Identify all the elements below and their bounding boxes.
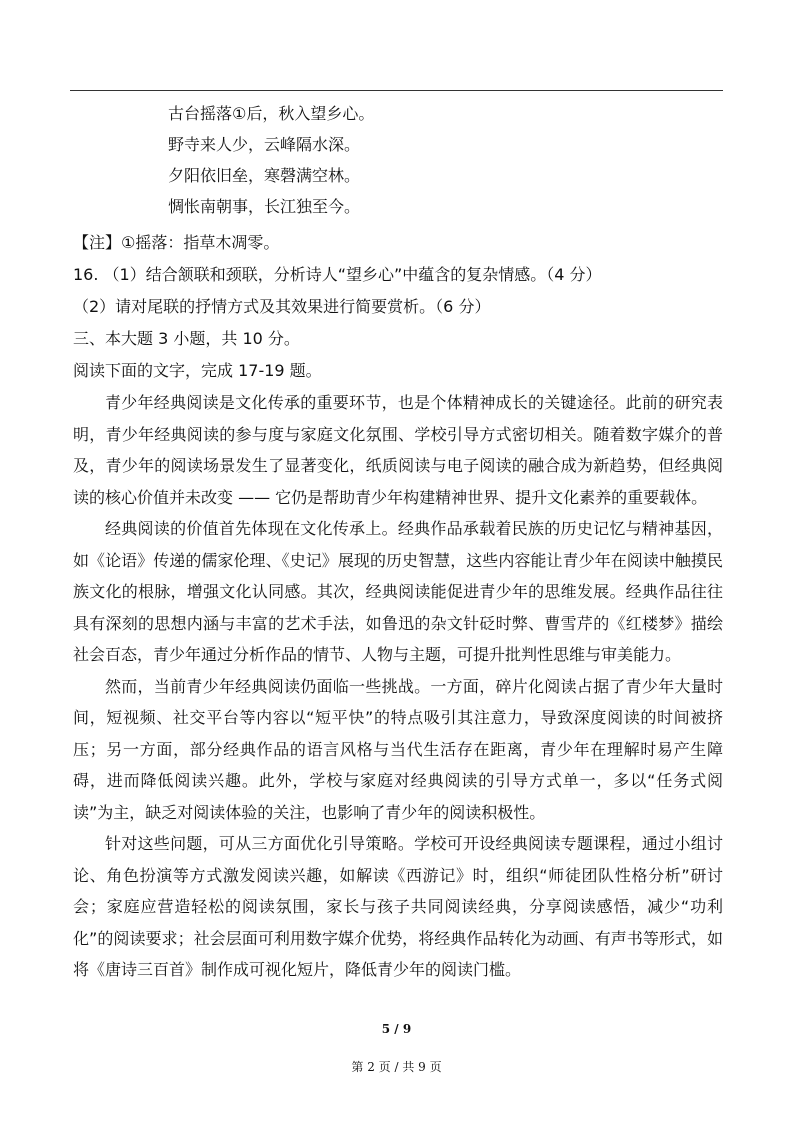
header-rule: [70, 90, 723, 91]
passage-paragraph-4: 针对这些问题，可从三方面优化引导策略。学校可开设经典阅读专题课程，通过小组讨论、角色扮演等方式激发阅读兴趣，如解读《西游记》时，组织“师徒团队性格分析”研讨会；家庭应营造轻松的阅读氛围，家长与孩子共同阅读经典，分享阅读感悟，减少“功利化”的阅读要求；社会层面可利用数字媒介优势，将经典作品转化为动画、有声书等形式，如将《唐诗三百首》制作成可视化短片，降低青少年的阅读门槛。: [73, 834, 723, 979]
passage-paragraph-3: 然而，当前青少年经典阅读仍面临一些挑战。一方面，碎片化阅读占据了青少年大量时间，短视频、社交平台等内容以“短平快”的特点吸引其注意力，导致深度阅读的时间被挤压；另一方面，部分经典作品的语言风格与当代生活存在距离，青少年在理解时易产生障碍，进而降低阅读兴趣。此外，学校与家庭对经典阅读的引导方式单一，多以“任务式阅读”为主，缺乏对阅读体验的关注，也影响了青少年的阅读积极性。: [73, 676, 723, 822]
section-3-heading: 三、本大题 3 小题，共 10 分。: [73, 329, 300, 348]
main-content: [73, 227, 723, 986]
section-3-instruction: 阅读下面的文字，完成 17-19 题。: [73, 361, 322, 380]
poem-line-4: 惆怅南朝事，长江独至今。: [168, 197, 361, 216]
page-number: 5 / 9: [381, 1022, 412, 1036]
passage-paragraph-1: 青少年经典阅读是文化传承的重要环节，也是个体精神成长的关键途径。此前的研究表明，青少年经典阅读的参与度与家庭文化氛围、学校引导方式密切相关。随着数字媒介的普及，青少年的阅读场景发生了显著变化，纸质阅读与电子阅读的融合成为新趋势，但经典阅读的核心价值并未改变 —— 它仍是帮助青少年构建精神世界、提升文化素养的重要载体。: [73, 393, 723, 507]
question-16-part-2: （2）请对尾联的抒情方式及其效果进行简要赏析。（6 分）: [73, 297, 491, 316]
question-16-part-1: 16. （1）结合颔联和颈联，分析诗人“望乡心”中蕴含的复杂情感。（4 分）: [73, 265, 602, 284]
passage-paragraph-2: 经典阅读的价值首先体现在文化传承上。经典作品承载着民族的历史记忆与精神基因，如《论语》传递的儒家伦理、《史记》展现的历史智慧，这些内容能让青少年在阅读中触摸民族文化的根脉，增强文化认同感。其次，经典阅读能促进青少年的思维发展。经典作品往往具有深刻的思想内涵与丰富的艺术手法，如鲁迅的杂文针砭时弊、曹雪芹的《红楼梦》描绘社会百态，青少年通过分析作品的情节、人物与主题，可提升批判性思维与审美能力。: [73, 519, 723, 664]
poem-line-3: 夕阳依旧垒，寒磬满空林。: [168, 166, 361, 185]
page-footer: 第 2 页 / 共 9 页: [351, 1060, 442, 1074]
poem-note: 【注】①摇落：指草木凋零。: [73, 233, 280, 252]
poem-line-2: 野寺来人少，云峰隔水深。: [168, 135, 361, 154]
poem-line-1: 古台摇落①后，秋入望乡心。: [168, 104, 375, 123]
poem: [168, 98, 374, 222]
